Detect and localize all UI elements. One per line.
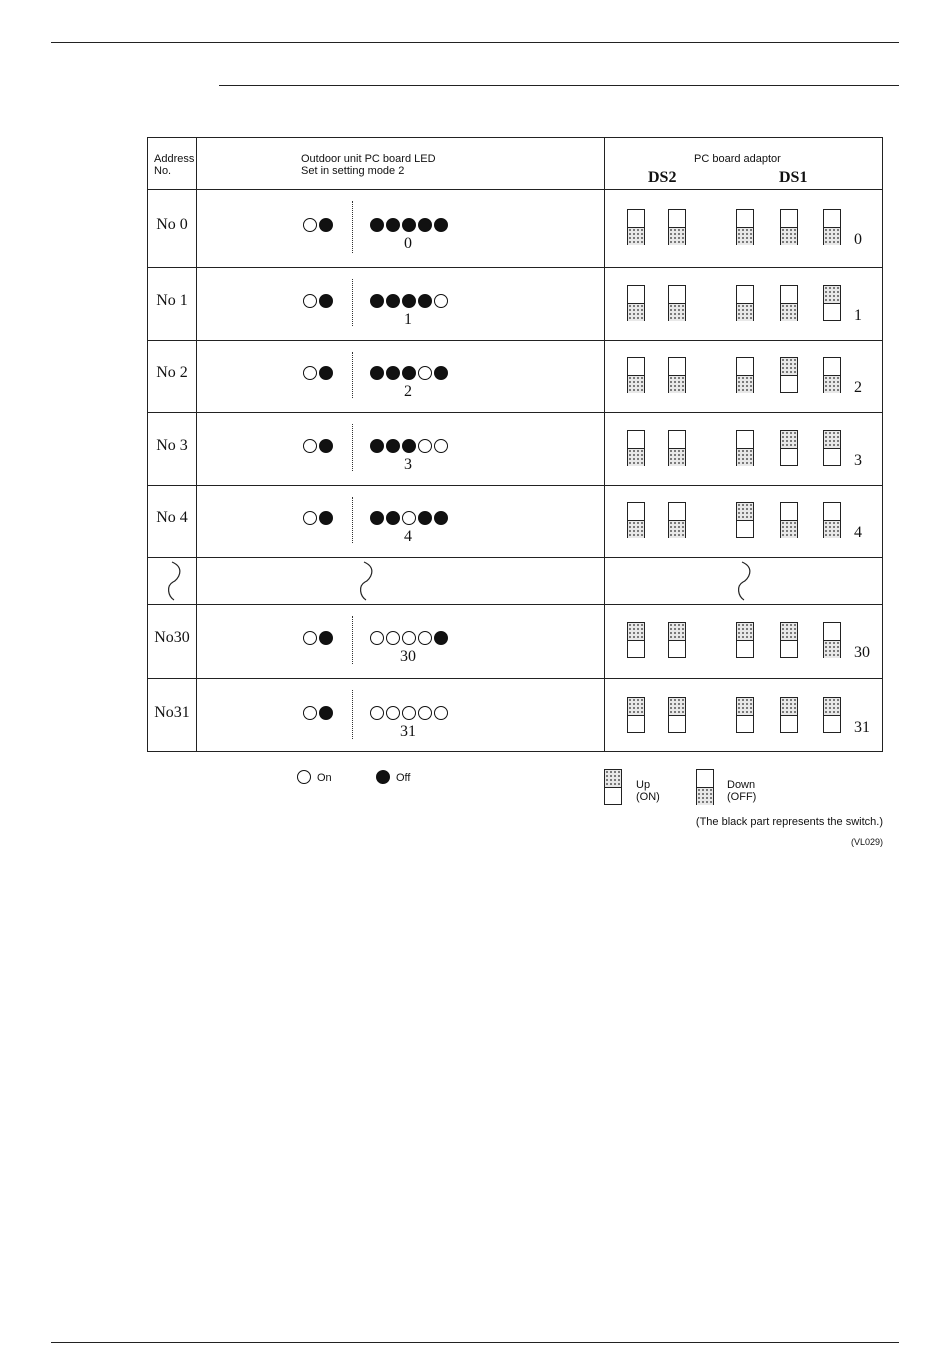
dip-switch-down-icon bbox=[823, 209, 841, 245]
led-on-icon bbox=[370, 631, 384, 645]
switch-value-label: 3 bbox=[854, 452, 862, 469]
led-on-icon bbox=[370, 706, 384, 720]
figure-code: (VL029) bbox=[850, 837, 883, 847]
led-off-icon bbox=[418, 294, 432, 308]
legend-switch-down-icon bbox=[696, 769, 714, 805]
switch-knob bbox=[628, 623, 644, 640]
dip-switch-up-icon bbox=[627, 622, 645, 658]
address-header: Address No. bbox=[154, 153, 195, 177]
switch-knob bbox=[824, 641, 840, 658]
switch-knob bbox=[669, 376, 685, 393]
switch-knob bbox=[737, 449, 753, 466]
switch-value-label: 4 bbox=[854, 524, 862, 541]
switch-knob bbox=[781, 358, 797, 375]
legend-up-label: Up bbox=[636, 779, 651, 791]
switch-knob bbox=[628, 228, 644, 245]
switch-midline bbox=[628, 375, 644, 376]
row-divider-4 bbox=[148, 485, 882, 486]
row-address-label: No 2 bbox=[156, 364, 188, 381]
dip-switch-up-icon bbox=[780, 430, 798, 466]
led-on-icon bbox=[402, 511, 416, 525]
row-address-label: No30 bbox=[154, 629, 190, 646]
switch-knob bbox=[669, 698, 685, 715]
dip-switch-up-icon bbox=[736, 622, 754, 658]
switch-midline bbox=[781, 227, 797, 228]
switch-midline bbox=[737, 303, 753, 304]
switch-midline bbox=[628, 520, 644, 521]
switch-midline bbox=[669, 375, 685, 376]
led-off-icon bbox=[434, 366, 448, 380]
dip-switch-down-icon bbox=[736, 209, 754, 245]
led-on-icon bbox=[303, 439, 317, 453]
dip-switch-down-icon bbox=[627, 285, 645, 321]
switch-midline bbox=[824, 303, 840, 304]
switch-value-label: 0 bbox=[854, 231, 862, 248]
led-off-icon bbox=[386, 294, 400, 308]
switch-value-label: 2 bbox=[854, 379, 862, 396]
led-on-icon bbox=[303, 706, 317, 720]
switch-value-label: 30 bbox=[854, 644, 870, 661]
switch-knob bbox=[824, 521, 840, 538]
led-value-label: 4 bbox=[404, 528, 412, 545]
switch-knob bbox=[824, 228, 840, 245]
led-on-icon bbox=[434, 294, 448, 308]
led-off-icon bbox=[319, 294, 333, 308]
led-off-icon bbox=[319, 218, 333, 232]
dip-switch-down-icon bbox=[823, 357, 841, 393]
led-on-icon bbox=[303, 218, 317, 232]
col-divider-1 bbox=[196, 138, 197, 751]
switch-midline bbox=[669, 303, 685, 304]
led-value-label: 3 bbox=[404, 456, 412, 473]
dip-switch-down-icon bbox=[627, 357, 645, 393]
led-value-label: 30 bbox=[400, 648, 416, 665]
dip-switch-down-icon bbox=[780, 285, 798, 321]
led-value-label: 0 bbox=[404, 235, 412, 252]
switch-knob bbox=[737, 228, 753, 245]
switch-midline bbox=[824, 520, 840, 521]
switch-midline bbox=[824, 375, 840, 376]
dip-switch-down-icon bbox=[736, 430, 754, 466]
ds2-label: DS2 bbox=[648, 169, 677, 186]
led-off-icon bbox=[402, 218, 416, 232]
switch-midline bbox=[628, 227, 644, 228]
row-divider-5 bbox=[148, 557, 882, 558]
switch-midline bbox=[824, 227, 840, 228]
legend-switch-up-icon bbox=[604, 769, 622, 805]
switch-knob bbox=[737, 698, 753, 715]
dip-switch-down-icon bbox=[627, 209, 645, 245]
led-value-label: 31 bbox=[400, 723, 416, 740]
switch-midline bbox=[628, 303, 644, 304]
switch-midline bbox=[669, 715, 685, 716]
switch-midline bbox=[737, 715, 753, 716]
led-header-line1: Outdoor unit PC board LED bbox=[301, 153, 436, 165]
switch-midline bbox=[824, 715, 840, 716]
dip-switch-down-icon bbox=[627, 502, 645, 538]
switch-midline bbox=[781, 715, 797, 716]
led-group-separator bbox=[352, 352, 353, 398]
switch-value-label: 31 bbox=[854, 719, 870, 736]
switch-knob bbox=[628, 376, 644, 393]
led-off-icon bbox=[434, 511, 448, 525]
dip-switch-up-icon bbox=[823, 697, 841, 733]
dip-switch-down-icon bbox=[668, 357, 686, 393]
dip-switch-down-icon bbox=[736, 285, 754, 321]
dip-switch-down-icon bbox=[736, 357, 754, 393]
dip-switch-up-icon bbox=[823, 430, 841, 466]
led-off-icon bbox=[319, 511, 333, 525]
switch-midline bbox=[669, 520, 685, 521]
switch-midline bbox=[781, 520, 797, 521]
led-on-icon bbox=[303, 366, 317, 380]
led-on-icon bbox=[386, 706, 400, 720]
bottom-rule bbox=[51, 1342, 899, 1343]
dip-switch-down-icon bbox=[780, 209, 798, 245]
switch-midline bbox=[669, 640, 685, 641]
switch-knob bbox=[628, 698, 644, 715]
switch-midline bbox=[628, 448, 644, 449]
led-group-separator bbox=[352, 279, 353, 326]
legend-off-label: Off bbox=[396, 772, 411, 784]
dip-switch-up-icon bbox=[736, 697, 754, 733]
led-off-icon bbox=[402, 439, 416, 453]
row-divider-2 bbox=[148, 340, 882, 341]
led-on-icon bbox=[434, 706, 448, 720]
switch-midline bbox=[824, 640, 840, 641]
switch-knob bbox=[628, 304, 644, 321]
led-off-icon bbox=[370, 511, 384, 525]
dip-switch-down-icon bbox=[668, 430, 686, 466]
switch-knob bbox=[737, 376, 753, 393]
led-off-icon bbox=[386, 511, 400, 525]
led-group-separator bbox=[352, 497, 353, 543]
row-address-label: No 1 bbox=[156, 292, 188, 309]
switch-knob bbox=[669, 304, 685, 321]
switch-knob bbox=[669, 228, 685, 245]
switch-knob bbox=[781, 228, 797, 245]
legend-up-sub: (ON) bbox=[636, 791, 660, 803]
switch-knob bbox=[669, 623, 685, 640]
dip-switch-down-icon bbox=[668, 502, 686, 538]
switch-midline bbox=[781, 448, 797, 449]
dip-switch-down-icon bbox=[823, 502, 841, 538]
switch-midline bbox=[669, 448, 685, 449]
led-off-icon bbox=[370, 218, 384, 232]
dip-switch-down-icon bbox=[823, 622, 841, 658]
led-group-separator bbox=[352, 424, 353, 471]
switch-midline bbox=[737, 375, 753, 376]
led-on-icon bbox=[418, 439, 432, 453]
switch-midline bbox=[628, 640, 644, 641]
led-off-icon bbox=[418, 511, 432, 525]
dip-switch-up-icon bbox=[780, 697, 798, 733]
row-divider-7 bbox=[148, 678, 882, 679]
switch-midline bbox=[781, 640, 797, 641]
led-off-icon bbox=[386, 439, 400, 453]
top-rule bbox=[51, 42, 899, 43]
led-on-icon bbox=[303, 631, 317, 645]
dip-switch-up-icon bbox=[668, 697, 686, 733]
led-on-icon bbox=[418, 631, 432, 645]
ds1-label: DS1 bbox=[779, 169, 808, 186]
legend-note: (The black part represents the switch.) bbox=[695, 816, 883, 828]
led-off-icon bbox=[370, 366, 384, 380]
dip-switch-down-icon bbox=[627, 430, 645, 466]
led-off-icon bbox=[319, 366, 333, 380]
switch-knob bbox=[669, 521, 685, 538]
dip-switch-down-icon bbox=[668, 209, 686, 245]
dip-switch-up-icon bbox=[780, 357, 798, 393]
section-rule bbox=[219, 85, 899, 86]
led-on-icon bbox=[418, 706, 432, 720]
dip-switch-up-icon bbox=[668, 622, 686, 658]
row-address-label: No 0 bbox=[156, 216, 188, 233]
legend-on-icon bbox=[297, 770, 311, 784]
switch-knob bbox=[824, 376, 840, 393]
dip-switch-up-icon bbox=[627, 697, 645, 733]
break-wave-icon bbox=[734, 560, 754, 602]
dip-switch-up-icon bbox=[823, 285, 841, 321]
address-setting-table bbox=[147, 137, 883, 752]
dip-switch-up-icon bbox=[780, 622, 798, 658]
led-on-icon bbox=[418, 366, 432, 380]
led-on-icon bbox=[386, 631, 400, 645]
led-off-icon bbox=[402, 366, 416, 380]
switch-knob bbox=[737, 503, 753, 520]
switch-knob bbox=[781, 304, 797, 321]
switch-knob bbox=[781, 431, 797, 448]
led-off-icon bbox=[434, 631, 448, 645]
row-divider-0 bbox=[148, 189, 882, 190]
switch-knob bbox=[824, 698, 840, 715]
row-divider-1 bbox=[148, 267, 882, 268]
led-off-icon bbox=[418, 218, 432, 232]
break-wave-icon bbox=[164, 560, 184, 602]
switch-knob bbox=[781, 623, 797, 640]
row-address-label: No31 bbox=[154, 704, 190, 721]
switch-midline bbox=[781, 375, 797, 376]
led-off-icon bbox=[370, 439, 384, 453]
col-divider-2 bbox=[604, 138, 605, 751]
switch-midline bbox=[628, 715, 644, 716]
switch-knob bbox=[737, 623, 753, 640]
led-off-icon bbox=[319, 631, 333, 645]
switch-midline bbox=[824, 448, 840, 449]
switch-knob bbox=[737, 304, 753, 321]
switch-knob bbox=[824, 431, 840, 448]
led-on-icon bbox=[402, 706, 416, 720]
row-divider-3 bbox=[148, 412, 882, 413]
row-divider-6 bbox=[148, 604, 882, 605]
led-off-icon bbox=[319, 706, 333, 720]
switch-knob bbox=[824, 286, 840, 303]
switch-midline bbox=[737, 227, 753, 228]
led-on-icon bbox=[402, 631, 416, 645]
switch-knob bbox=[628, 521, 644, 538]
switch-midline bbox=[737, 448, 753, 449]
row-address-label: No 4 bbox=[156, 509, 188, 526]
row-address-label: No 3 bbox=[156, 437, 188, 454]
led-group-separator bbox=[352, 616, 353, 664]
led-off-icon bbox=[386, 366, 400, 380]
led-on-icon bbox=[303, 511, 317, 525]
legend-down-sub: (OFF) bbox=[727, 791, 757, 803]
switch-midline bbox=[669, 227, 685, 228]
led-off-icon bbox=[402, 294, 416, 308]
dip-switch-down-icon bbox=[780, 502, 798, 538]
led-value-label: 2 bbox=[404, 383, 412, 400]
legend-off-icon bbox=[376, 770, 390, 784]
switch-knob bbox=[628, 449, 644, 466]
switch-midline bbox=[737, 640, 753, 641]
led-on-icon bbox=[303, 294, 317, 308]
switch-midline bbox=[737, 520, 753, 521]
led-off-icon bbox=[319, 439, 333, 453]
led-value-label: 1 bbox=[404, 311, 412, 328]
led-group-separator bbox=[352, 690, 353, 739]
break-wave-icon bbox=[356, 560, 376, 602]
dip-switch-down-icon bbox=[668, 285, 686, 321]
dip-switch-up-icon bbox=[736, 502, 754, 538]
switch-knob bbox=[669, 449, 685, 466]
adaptor-header: PC board adaptor bbox=[694, 153, 781, 165]
switch-knob bbox=[781, 698, 797, 715]
led-off-icon bbox=[386, 218, 400, 232]
switch-value-label: 1 bbox=[854, 307, 862, 324]
legend-on-label: On bbox=[317, 772, 332, 784]
led-off-icon bbox=[434, 218, 448, 232]
led-off-icon bbox=[370, 294, 384, 308]
switch-midline bbox=[781, 303, 797, 304]
led-header-line2: Set in setting mode 2 bbox=[301, 165, 405, 177]
led-group-separator bbox=[352, 201, 353, 253]
led-on-icon bbox=[434, 439, 448, 453]
switch-knob bbox=[781, 521, 797, 538]
legend-down-label: Down bbox=[727, 779, 756, 791]
